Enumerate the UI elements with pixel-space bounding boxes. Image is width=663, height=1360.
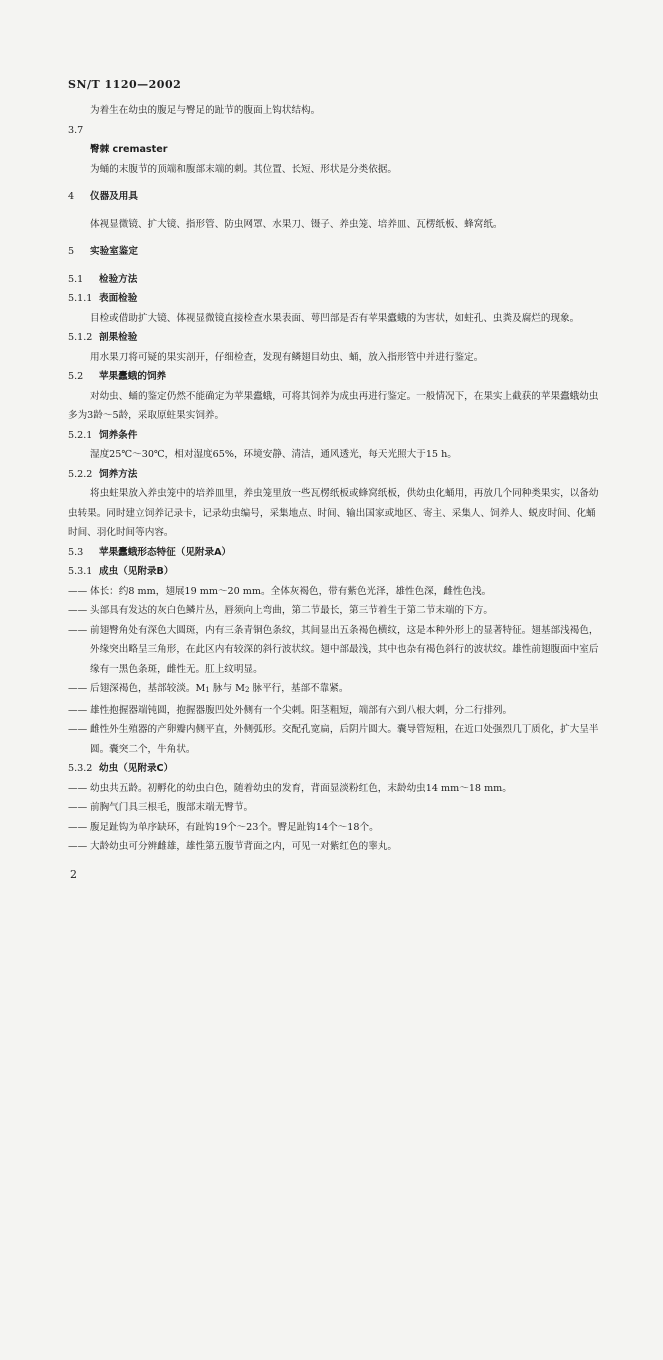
standard-code-header: SN/T 1120—2002 bbox=[68, 78, 182, 91]
adult-item-head: —— 头部具有发达的灰白色鳞片丛，唇须向上弯曲，第二节最长，第三节着生于第二节末端的下方。 bbox=[68, 605, 493, 616]
clause-3-7-term: 臀棘 cremaster bbox=[90, 144, 168, 155]
clause-3-7-definition: 为蛹的末腹节的顶端和腹部末端的刺。其位置、长短、形状是分类依据。 bbox=[90, 163, 397, 175]
larva-item-prothorax: —— 前胸气门具三根毛，腹部末端无臀节。 bbox=[68, 802, 254, 813]
section-5-2-2-text: 将虫蛀果放入养虫笼中的培养皿里，养虫笼里放一些瓦楞纸板或蜂窝纸板，供幼虫化蛹用，再放几个同种类果实，以备幼虫转果。同时建立饲养记录卡，记录幼虫编号，采集地点、时间、输出国家或地区、寄主、采集人、饲养人、蜕皮时间、化蛹时间、羽化时间等内容。 bbox=[68, 488, 599, 538]
adult-item-female-genitalia: —— 雌性外生殖器的产卵瓣内侧平直，外侧弧形。交配孔宽扁，后阴片圆大。囊导管短粗，在近口处强烈几丁质化，扩大呈半圆。囊突二个，牛角状。 bbox=[68, 724, 599, 755]
section-5-3-2-heading: 5.3.2 幼虫（见附录C） bbox=[68, 763, 174, 774]
larva-item-instars: —— 幼虫共五龄。初孵化的幼虫白色，随着幼虫的发育，背面显淡粉红色，末龄幼虫14 mm～18 mm。 bbox=[68, 782, 512, 794]
section-5-2-1-text: 湿度25℃～30℃，相对湿度65%，环境安静、清洁，通风透光，每天光照大于15 h。 bbox=[90, 449, 457, 460]
section-5-2-1-heading: 5.2.1 饲养条件 bbox=[68, 429, 138, 441]
section-5-1-2-heading: 5.1.2 剖果检验 bbox=[68, 332, 138, 343]
section-5-1-1-heading: 5.1.1 表面检验 bbox=[68, 293, 138, 304]
section-5-3-heading: 5.3 苹果蠹蛾形态特征（见附录A） bbox=[68, 546, 232, 558]
adult-item-male-genitalia: —— 雄性抱握器端钝圆，抱握器腹凹处外侧有一个尖刺。阳茎粗短，端部有六到八根大刺，分二行排列。 bbox=[68, 704, 513, 716]
larva-item-crochets: —— 腹足趾钩为单序缺环，有趾钩19个～23个。臀足趾钩14个～18个。 bbox=[68, 821, 379, 833]
section-5-2-heading: 5.2 苹果蠹蛾的饲养 bbox=[68, 371, 167, 382]
section-5-1-heading: 5.1 检验方法 bbox=[68, 273, 138, 285]
page-number: 2 bbox=[70, 868, 77, 881]
section-4-text: 体视显微镜、扩大镜、指形管、防虫网罩、水果刀、镊子、养虫笼、培养皿、瓦楞纸板、蜂窝纸。 bbox=[90, 218, 503, 230]
section-5-2-text: 对幼虫、蛹的鉴定仍然不能确定为苹果蠹蛾，可将其饲养为成虫再进行鉴定。一般情况下，在果实上截获的苹果蠹蛾幼虫多为3龄～5龄，采取原蛀果实饲养。 bbox=[68, 390, 599, 421]
section-5-1-1-text: 目检或借助扩大镜、体视显微镜直接检查水果表面、萼凹部是否有苹果蠹蛾的为害状，如蛀孔、虫粪及腐烂的现象。 bbox=[90, 312, 580, 324]
clause-3-7-number: 3.7 bbox=[68, 124, 84, 136]
adult-item-body-length: —— 体长：约8 mm，翅展19 mm～20 mm。全体灰褐色，带有紫色光泽，雄性色深，雌性色浅。 bbox=[68, 585, 492, 597]
adult-item-hindwing: —— 后翅深褐色，基部较淡。M1 脉与 M2 脉平行，基部不靠紧。 bbox=[68, 683, 349, 694]
larva-item-sex: —— 大龄幼虫可分辨雌雄，雄性第五腹节背面之内，可见一对紫红色的睾丸。 bbox=[68, 841, 397, 852]
section-4-heading: 4 仪器及用具 bbox=[68, 191, 138, 202]
section-5-heading: 5 实验室鉴定 bbox=[68, 246, 138, 257]
adult-item-forewing: —— 前翅臀角处有深色大圆斑，内有三条青铜色条纹，其间显出五条褐色横纹，这是本种外形上的显著特征。翅基部浅褐色，外缘突出略呈三角形，在此区内有较深的斜行波状纹。翅中部最浅，其中也杂有褐色斜行的波状纹。雄性前翅腹面中室后缘有一黑色条斑，雌性无。肛上纹明显。 bbox=[68, 624, 599, 675]
document-body bbox=[68, 101, 603, 857]
section-5-3-1-heading: 5.3.1 成虫（见附录B） bbox=[68, 566, 174, 577]
section-5-2-2-heading: 5.2.2 饲养方法 bbox=[68, 468, 138, 480]
section-5-1-2-text: 用水果刀将可疑的果实剖开，仔细检查，发现有鳞翅目幼虫、蛹，放入指形管中并进行鉴定。 bbox=[90, 351, 484, 363]
paragraph-hook-definition: 为着生在幼虫的腹足与臀足的趾节的腹面上钩状结构。 bbox=[90, 105, 321, 116]
